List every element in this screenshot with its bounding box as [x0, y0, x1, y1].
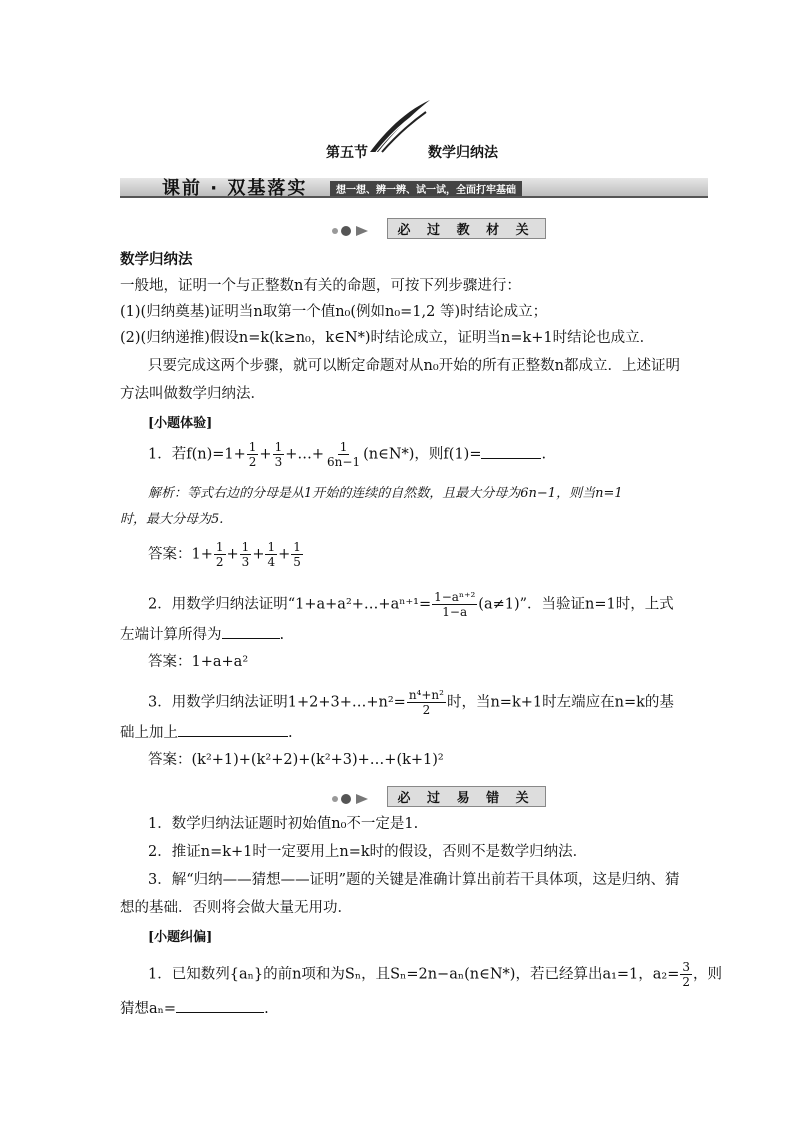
bullet-dots-icon — [330, 792, 372, 806]
question-2-line-2: 左端计算所得为 . — [120, 624, 284, 645]
question-3-line-2: 础上加上 . — [120, 722, 293, 743]
error-note-1: 1．数学归纳法证题时初始值n₀不一定是1. — [148, 816, 419, 832]
banner-title: 课前 · 双基落实 — [162, 178, 308, 199]
swoosh-logo — [368, 98, 432, 154]
conclusion-line-1: 只要完成这两个步骤，就可以断定命题对从n₀开始的所有正整数n都成立．上述证明 — [148, 358, 680, 374]
page-title: 数学归纳法 — [428, 145, 498, 161]
step-1: (1)(归纳奠基)证明当n取第一个值n₀(例如n₀=1,2 等)时结论成立； — [120, 304, 548, 320]
conclusion-line-2: 方法叫做数学归纳法． — [120, 386, 265, 402]
answer-blank — [481, 444, 541, 459]
q1-analysis-line-1: 解析：等式右边的分母是从1开始的连续的自然数，且最大分母为6n−1，则当n=1 — [148, 486, 623, 501]
banner — [120, 178, 708, 198]
fix-question-1-line-2: 猜想aₙ= . — [120, 998, 269, 1019]
practice-label: [小题体验] — [148, 416, 213, 431]
section-heading-textbook: 必 过 教 材 关 — [330, 218, 546, 239]
step-2: (2)(归纳递推)假设n=k(k≥n₀，k∈N*)时结论成立，证明当n=k+1时结论也成立． — [120, 330, 655, 346]
section-number: 第五节 — [326, 145, 368, 161]
q1-analysis-line-2: 时，最大分母为5. — [120, 512, 224, 527]
error-note-3-line-2: 想的基础．否则将会做大量无用功． — [120, 900, 352, 916]
q3-answer: 答案：(k²+1)+(k²+2)+(k²+3)+…+(k+1)² — [148, 752, 444, 768]
fix-question-1: 1．已知数列{aₙ}的前n项和为Sₙ，且Sₙ=2n−aₙ(n∈N*)，若已经算出a₁=1，a₂= $\frac{3}{2}$ ，则 — [148, 960, 723, 989]
banner-subtitle: 想一想、辨一辨、试一试，全面打牢基础 — [330, 181, 522, 196]
question-2: 2．用数学归纳法证明“1+a+a²+…+aⁿ⁺¹= $\frac{\text{1−aⁿ⁺²}}{1-a}$ (a≠1)”．当验证n=1时，上式 — [148, 590, 674, 619]
intro-text: 一般地，证明一个与正整数n有关的命题，可按下列步骤进行： — [120, 278, 521, 294]
answer-blank — [176, 998, 264, 1013]
fix-label: [小题纠偏] — [148, 930, 213, 945]
question-1: 1．若f(n)=1+ $\frac{1}{2}$ + $\frac{1}{3}$ +…+ $\frac{1}{6n-1}$ (n∈N*)，则f(1)= . — [148, 440, 547, 469]
answer-blank — [222, 624, 280, 639]
answer-blank — [178, 722, 288, 737]
section-heading-errors: 必 过 易 错 关 — [330, 786, 546, 807]
error-note-3-line-1: 3．解“归纳——猜想——证明”题的关键是准确计算出前若干具体项，这是归纳、猜 — [148, 872, 680, 888]
question-3: 3．用数学归纳法证明1+2+3+…+n²= $\frac{\text{n⁴+n²}}{2}$ 时，当n=k+1时左端应在n=k的基 — [148, 688, 674, 717]
topic-heading: 数学归纳法 — [120, 251, 193, 268]
error-note-2: 2．推证n=k+1时一定要用上n=k时的假设，否则不是数学归纳法． — [148, 844, 588, 860]
q2-answer: 答案：1+a+a² — [148, 654, 249, 670]
bullet-dots-icon — [330, 224, 372, 238]
q1-answer: 答案：1+ $\frac{1}{2}$ + $\frac{1}{3}$ + $\frac{1}{4}$ + $\frac{1}{5}$ — [148, 540, 301, 569]
